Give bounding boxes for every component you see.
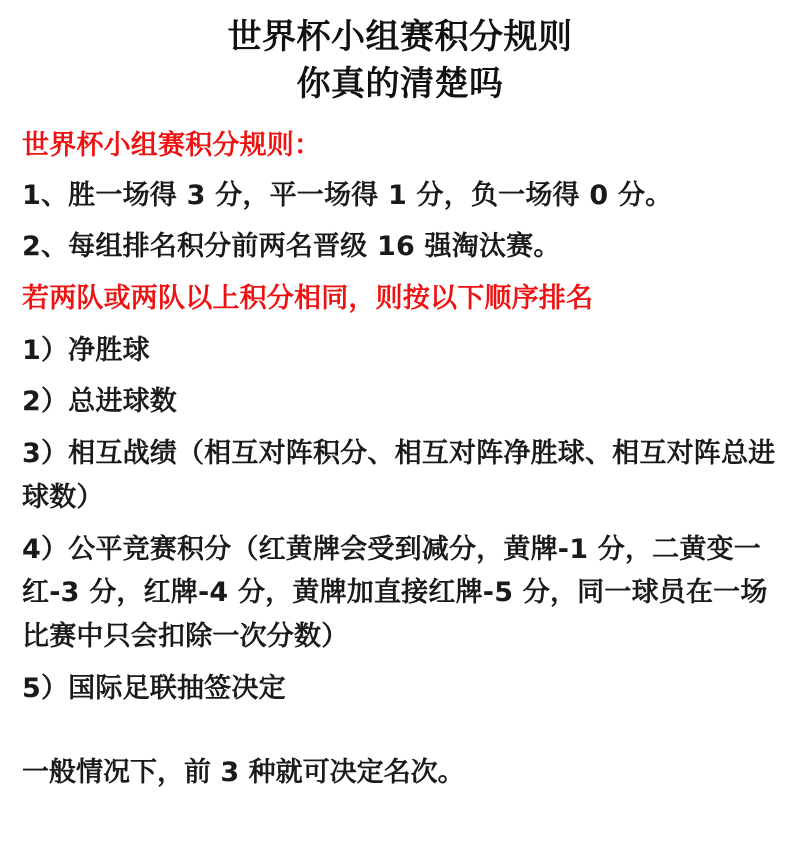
document-body — [22, 124, 778, 793]
tiebreak-item-4: 4）公平竞赛积分（红黄牌会受到减分，黄牌-1 分，二黄变一红-3 分，红牌-4 分，黄牌加直接红牌-5 分，同一球员在一场比赛中只会扣除一次分数） — [22, 533, 768, 653]
heading-tiebreak-rules: 若两队或两队以上积分相同，则按以下顺序排名 — [22, 283, 594, 315]
rule-item-1: 1、胜一场得 3 分，平一场得 1 分，负一场得 0 分。 — [22, 179, 673, 211]
rule-item-2: 2、每组排名积分前两名晋级 16 强淘汰赛。 — [22, 231, 561, 263]
heading-scoring-rules: 世界杯小组赛积分规则： — [22, 129, 322, 161]
tiebreak-item-1: 1）净胜球 — [22, 334, 150, 366]
closing-note: 一般情况下，前 3 种就可决定名次。 — [22, 756, 465, 788]
section-spacer — [22, 719, 778, 753]
tiebreak-item-2: 2）总进球数 — [22, 386, 177, 418]
tiebreak-item-3: 3）相互战绩（相互对阵积分、相互对阵净胜球、相互对阵总进球数） — [22, 438, 776, 513]
page-title-line-2: 你真的清楚吗 — [296, 63, 504, 104]
tiebreak-item-5: 5）国际足联抽签决定 — [22, 672, 286, 704]
page-title-line-1: 世界杯小组赛积分规则 — [227, 17, 573, 57]
page-title — [22, 14, 778, 108]
